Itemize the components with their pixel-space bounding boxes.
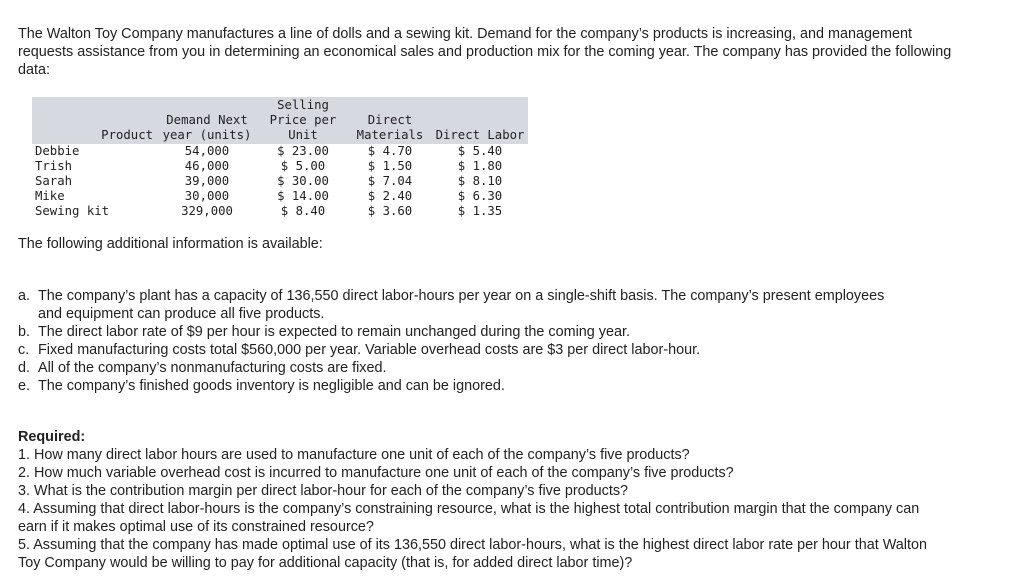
table-header-row (32, 97, 528, 144)
table-row (32, 159, 528, 174)
header-materials-line2: Materials (356, 128, 424, 142)
product-data-table (32, 97, 528, 219)
table-row (32, 144, 528, 159)
list-item-text: The company’s plant has a capacity of 136,550 direct labor-hours per year on a single-shift basis. The company’s present employees and equipment can produce all five products. (38, 288, 885, 322)
header-product: Product (32, 97, 156, 144)
list-item (18, 377, 898, 395)
cell-product: Sewing kit (35, 204, 110, 218)
list-item (18, 359, 898, 377)
cell-materials: $ 3.60 (367, 204, 413, 218)
header-materials-line1: Direct (367, 113, 413, 127)
info-list (18, 287, 898, 395)
table-row (32, 189, 528, 204)
cell-materials: $ 4.70 (367, 144, 413, 158)
required-heading: Required: (18, 429, 86, 445)
list-item (18, 323, 898, 341)
cell-labor: $ 1.80 (457, 159, 503, 173)
cell-demand: 329,000 (181, 204, 233, 218)
cell-labor: $ 6.30 (457, 189, 503, 203)
header-price (258, 97, 348, 144)
header-price-line3: Unit (288, 128, 318, 142)
cell-labor: $ 1.35 (457, 204, 503, 218)
header-price-line2: Price per (269, 113, 337, 127)
cell-product: Mike (35, 189, 65, 203)
list-item-letter: a. (18, 288, 31, 304)
list-item-text: All of the company’s nonmanufacturing costs are fixed. (38, 360, 387, 376)
question-item: 2. How much variable overhead cost is incurred to manufacture one unit of each of the company’s five products? (18, 465, 734, 481)
cell-price: $ 30.00 (277, 174, 329, 188)
list-item-letter: d. (18, 360, 31, 376)
intro-paragraph: The Walton Toy Company manufactures a line of dolls and a sewing kit. Demand for the company’s products is increasing, and management requests assistance from you in determining an economical sales and production mix for the coming year. The company has provided the following data: (18, 26, 952, 78)
cell-demand: 46,000 (184, 159, 230, 173)
header-demand-line2: year (units) (162, 128, 252, 142)
header-demand (156, 97, 258, 144)
cell-product: Debbie (35, 144, 80, 158)
list-item-text: The company’s finished goods inventory is negligible and can be ignored. (38, 378, 505, 394)
cell-labor: $ 5.40 (457, 144, 503, 158)
question-item: 4. Assuming that direct labor-hours is the company’s constraining resource, what is the highest total contribution margin that the company can earn if it makes optimal use of its constrained resource? (18, 501, 920, 535)
question-item: 1. How many direct labor hours are used to manufacture one unit of each of the company’s five products? (18, 447, 690, 463)
cell-materials: $ 7.04 (367, 174, 413, 188)
table-row (32, 204, 528, 219)
cell-materials: $ 1.50 (367, 159, 413, 173)
cell-product: Sarah (35, 174, 73, 188)
cell-materials: $ 2.40 (367, 189, 413, 203)
cell-labor: $ 8.10 (457, 174, 503, 188)
list-item-letter: b. (18, 324, 31, 340)
header-price-line1: Selling (277, 98, 329, 112)
question-item: 5. Assuming that the company has made optimal use of its 136,550 direct labor-hours, what is the highest direct labor rate per hour that Walton Toy Company would be willing to pay for additional capacity (that is, for added direct labor time)? (18, 537, 927, 571)
list-item (18, 341, 898, 359)
header-labor: Direct Labor (432, 97, 528, 144)
cell-price: $ 8.40 (280, 204, 326, 218)
header-materials (348, 97, 432, 144)
table-row (32, 174, 528, 189)
cell-demand: 39,000 (184, 174, 230, 188)
additional-info-heading: The following additional information is available: (18, 236, 323, 252)
cell-demand: 30,000 (184, 189, 230, 203)
list-item-text: The direct labor rate of $9 per hour is expected to remain unchanged during the coming year. (38, 324, 630, 340)
question-list (18, 446, 938, 572)
cell-demand: 54,000 (184, 144, 230, 158)
list-item-text: Fixed manufacturing costs total $560,000 per year. Variable overhead costs are $3 per direct labor-hour. (38, 342, 701, 358)
cell-product: Trish (35, 159, 73, 173)
header-demand-line1: Demand Next (166, 113, 248, 127)
list-item (18, 287, 898, 323)
cell-price: $ 23.00 (277, 144, 329, 158)
cell-price: $ 5.00 (280, 159, 326, 173)
cell-price: $ 14.00 (277, 189, 329, 203)
question-item: 3. What is the contribution margin per direct labor-hour for each of the company’s five products? (18, 483, 629, 499)
list-item-letter: c. (18, 342, 30, 358)
list-item-letter: e. (18, 378, 31, 394)
